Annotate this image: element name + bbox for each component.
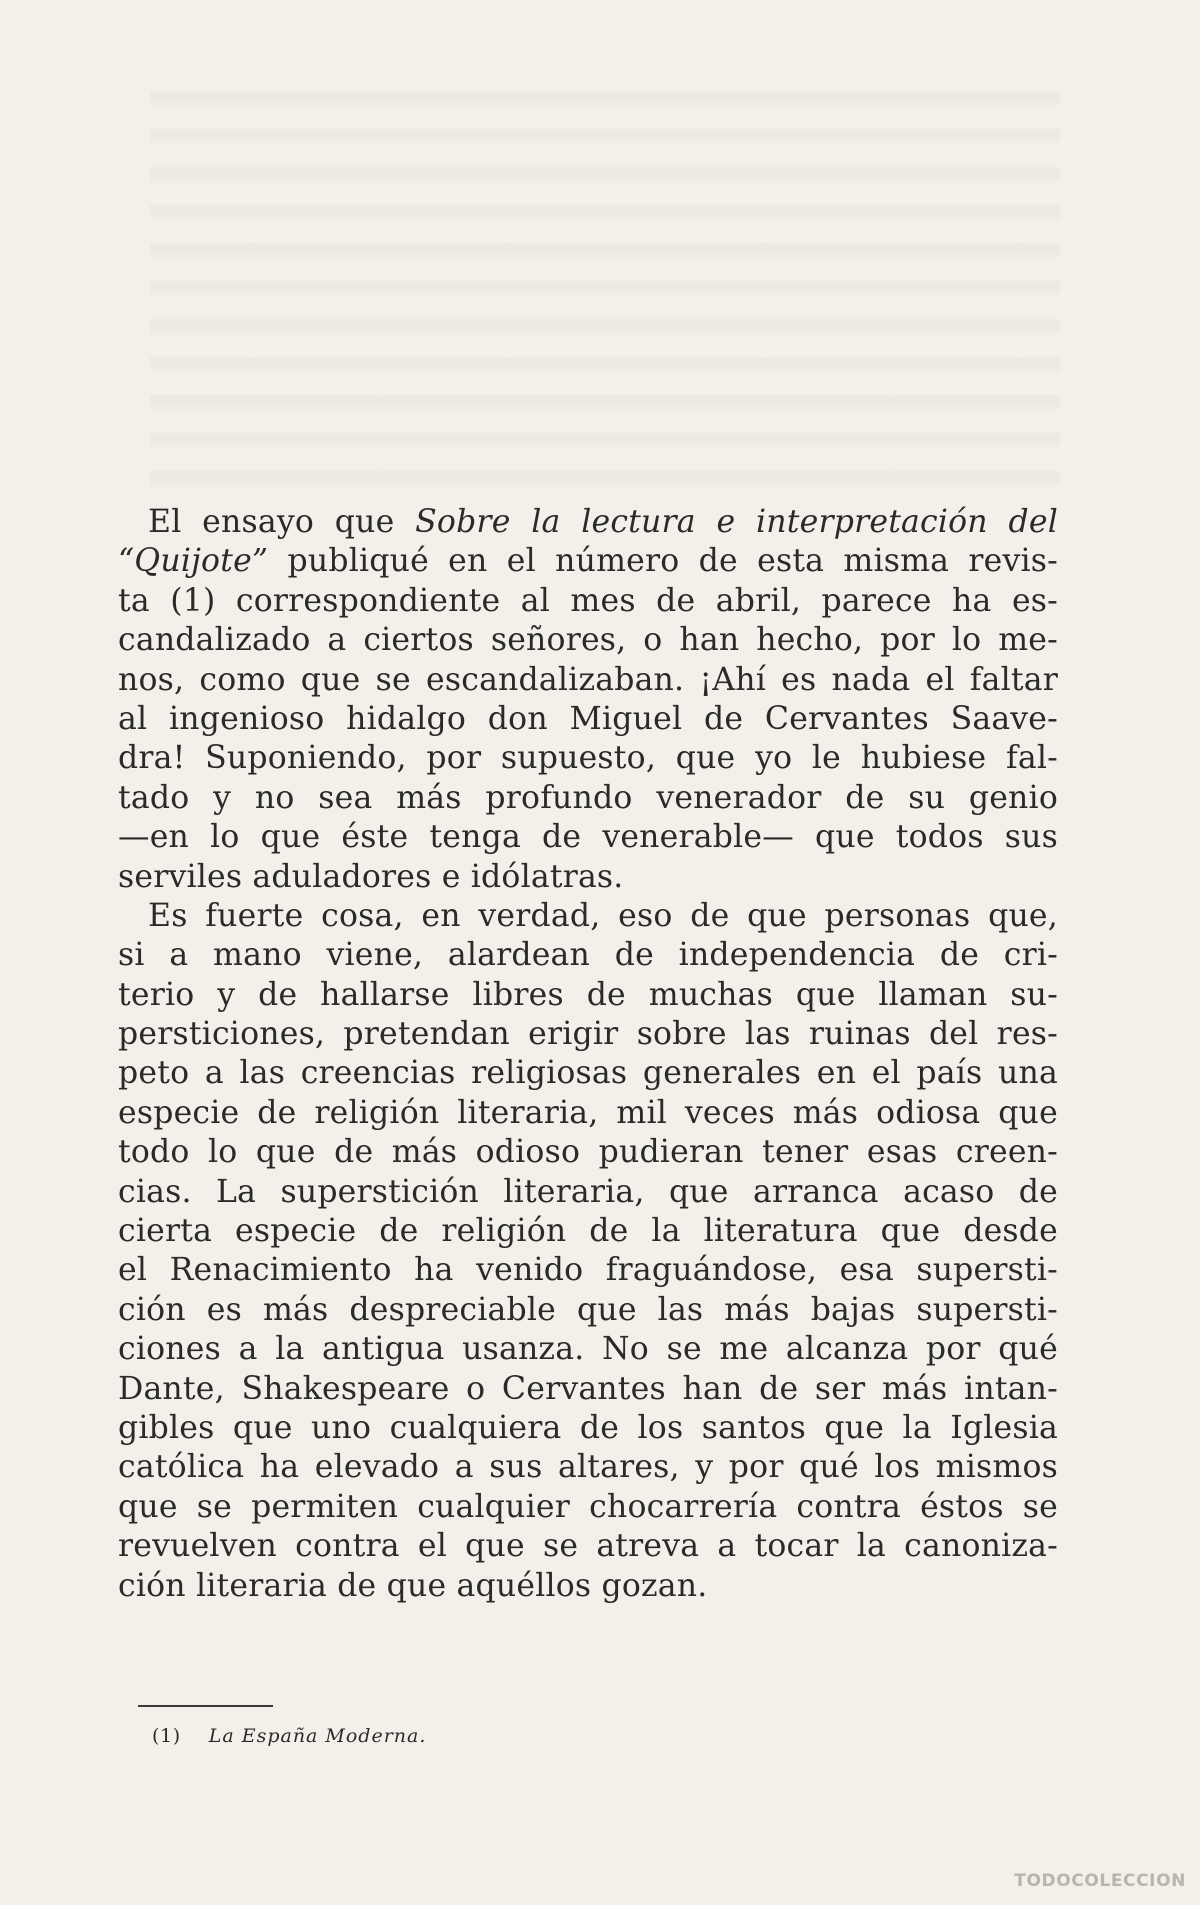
text-line: peto a las creencias religiosas generales en el país una [118, 1055, 1058, 1092]
footnote-rule [138, 1705, 273, 1707]
text-line: persticiones, pretendan erigir sobre las ruinas del res- [118, 1016, 1058, 1053]
paragraph-1 [118, 503, 1058, 897]
page-body [118, 503, 1058, 1606]
text-line: Dante, Shakespeare o Cervantes han de ser más intan- [118, 1370, 1058, 1407]
text-line: candalizado a ciertos señores, o han hecho, por lo me- [118, 622, 1058, 659]
text-line: ción literaria de que aquéllos gozan. [118, 1567, 708, 1604]
footnote [152, 1725, 426, 1747]
watermark: TODOCOLECCION [1014, 1871, 1186, 1891]
essay-title: Sobre la lectura e interpretación del [415, 504, 1058, 540]
text-line: si a mano viene, alardean de independencia de cri- [118, 937, 1058, 974]
text-line: “Quijote” publiqué en el número de esta misma revis- [118, 543, 1058, 580]
show-through-shadow [150, 70, 1060, 490]
text-line: al ingenioso hidalgo don Miguel de Cervantes Saave- [118, 700, 1058, 737]
text-line: serviles aduladores e idólatras. [118, 858, 624, 895]
text-line: ta (1) correspondiente al mes de abril, parece ha es- [118, 582, 1058, 619]
text-line: tado y no sea más profundo venerador de su genio [118, 779, 1058, 816]
text-line: El ensayo que Sobre la lectura e interpretación del [148, 504, 1058, 540]
text-line: católica ha elevado a sus altares, y por qué los mismos [118, 1449, 1058, 1486]
text-line: cierta especie de religión de la literatura que desde [118, 1213, 1058, 1250]
text-line: —en lo que éste tenga de venerable— que todos sus [118, 819, 1058, 856]
text-line: revuelven contra el que se atreva a tocar la canoniza- [118, 1528, 1058, 1565]
text-line: ción es más despreciable que las más bajas supersti- [118, 1291, 1058, 1328]
text-line: que se permiten cualquier chocarrería contra éstos se [118, 1488, 1058, 1525]
text-line: el Renacimiento ha venido fraguándose, esa supersti- [118, 1252, 1058, 1289]
text-line: nos, como que se escandalizaban. ¡Ahí es nada el faltar [118, 661, 1058, 698]
text-line: todo lo que de más odioso pudieran tener esas creen- [118, 1134, 1058, 1171]
text-line: especie de religión literaria, mil veces más odiosa que [118, 1094, 1058, 1131]
footnote-text: La España Moderna. [208, 1725, 427, 1747]
text-line: gibles que uno cualquiera de los santos que la Iglesia [118, 1409, 1058, 1446]
book-title: “Quijote” [118, 543, 269, 580]
text-line: ciones a la antigua usanza. No se me alcanza por qué [118, 1331, 1058, 1368]
text-line: terio y de hallarse libres de muchas que llaman su- [118, 976, 1058, 1013]
text-line: cias. La superstición literaria, que arranca acaso de [118, 1173, 1058, 1210]
footnote-number: (1) [152, 1725, 181, 1747]
text-line: Es fuerte cosa, en verdad, eso de que personas que, [148, 897, 1058, 934]
text-line: dra! Suponiendo, por supuesto, que yo le hubiese fal- [118, 740, 1058, 777]
paragraph-2 [118, 897, 1058, 1606]
